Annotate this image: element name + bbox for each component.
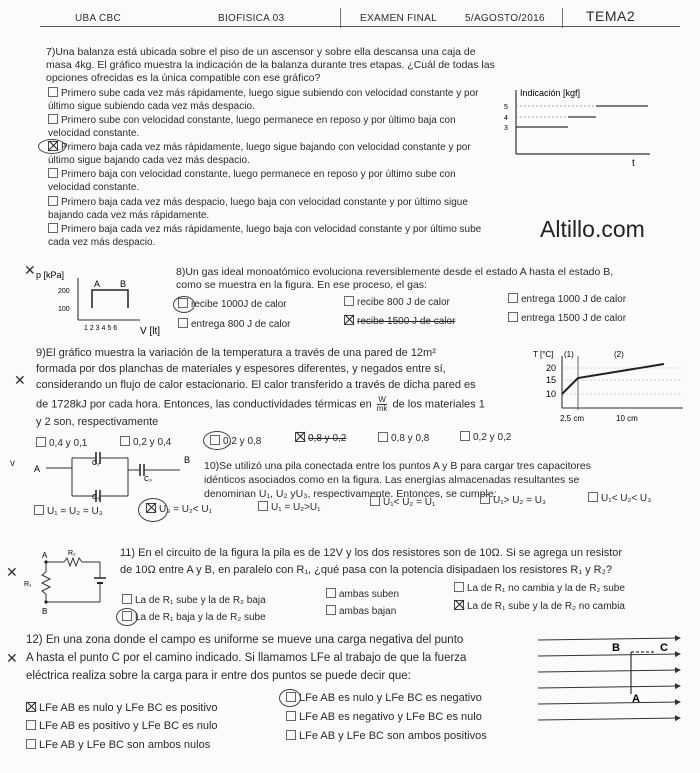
q10-option-6[interactable] [588,492,651,506]
checkbox[interactable] [378,432,388,442]
q9-option-2[interactable] [120,436,171,450]
q12-option-text: LFe AB es positivo y LFe BC es nulo [39,720,218,732]
q9-text: formada por dos planchas de materiales y espesores diferentes, y negados entre sí, [36,363,446,375]
q7-graph-tick: 5 [504,104,508,111]
q7-option-1[interactable] [48,87,496,113]
q11-option-text: La de R₁ baja y la de R₂ sube [135,612,266,623]
checkbox[interactable] [454,582,464,592]
q9-unit-num: W [378,395,386,404]
checkbox-checked[interactable] [26,702,36,712]
q7-graph-xlabel: t [632,158,635,169]
q8-option-text: recibe 1500 J de calor [357,316,456,327]
header-exam: EXAMEN FINAL [360,13,437,24]
checkbox[interactable] [26,739,36,749]
q10-option-4[interactable] [370,496,435,510]
tick-mark: ✕ [6,564,18,580]
checkbox[interactable] [120,436,130,446]
q8-option-6[interactable] [508,312,626,326]
q9-text-part: de los materiales 1 [392,398,485,411]
q12-option-5[interactable] [26,739,210,752]
q8-option-text: entrega 1500 J de calor [521,313,627,324]
q9-graph-y20: 20 [546,363,557,373]
q7-text: 7)Una balanza está ubicada sobre el piso de un ascensor y sobre ella descansa una caja de masa 4kg. El gráfico muestra la indicación de la balanza durante tres etapas. ¿Cuál de todas las opciones ofrecidas es la única compatible con ese gráfico? [46,46,495,84]
q9-graph [528,346,688,426]
header-tema: TEMA2 [586,8,636,24]
checkbox-checked[interactable] [344,315,354,325]
q9-option-text: 0,2 y 0,8 [223,436,262,447]
q9-text: y 2 son, respectivamente [36,416,159,428]
q9-graph-ylabel: T [°C] [533,350,554,359]
checkbox[interactable] [370,496,380,506]
q12-option-text: LFe AB es negativo y LFe BC es nulo [299,711,482,723]
q7-graph-ylabel: Indicación [kgf] [520,88,581,98]
q7-option-5[interactable] [48,196,496,222]
q9-graph-region1: (1) [564,350,574,359]
q9-text [36,396,536,413]
q11-option-1[interactable] [122,594,266,608]
q11-option-3[interactable] [454,582,625,596]
q12-option-3[interactable] [26,720,218,733]
q9-unit [377,396,388,413]
q9-unit-den: mk [376,404,388,413]
q10-text: idénticos asociados como en la figura. Las energías almacenadas resultantes se [204,474,580,486]
header-divider [340,8,341,28]
q12-field-diagram [530,632,690,724]
q11-point-b: B [42,607,48,616]
q10-option-text: U₁< U₂< U₃ [601,493,652,504]
q7-option-3[interactable] [48,141,496,167]
q12-option-6[interactable] [286,730,487,743]
q12-option-4[interactable] [286,711,482,724]
q8-option-text: entrega 800 J de calor [191,319,291,330]
q8-graph-y100: 100 [58,306,70,313]
q8-graph [36,268,176,338]
answer-circle [173,296,195,313]
q10-option-1[interactable] [34,505,103,519]
q12-text: eléctrica realiza sobre la carga para ir entre dos puntos se puede decir que: [26,670,411,682]
q11-option-2[interactable] [326,588,399,602]
checkbox[interactable] [178,318,188,328]
q9-graph-x2: 10 cm [616,414,638,423]
header-date: 5/AGOSTO/2016 [465,13,545,24]
q7-graph [500,80,660,170]
checkbox[interactable] [26,720,36,730]
q7-option-text: Primero baja cada vez más despacio, luego baja con velocidad constante y por último sigue bajando cada vez más rápidamente. [48,197,468,221]
q9-option-text: 0,8 y 0,8 [391,433,430,444]
tick-mark: ✕ [14,372,26,388]
q9-graph-y10: 10 [546,389,557,399]
q7-option-6[interactable] [48,223,496,249]
q7-option-text: Primero sube cada vez más rápidamente, luego sigue subiendo con velocidad constante y por último sigue subiendo cada vez más despacio. [48,88,479,112]
q8-option-text: recibe 1000J de calor [191,299,287,310]
header-divider [562,8,563,28]
q10-option-text: U₁> U₂ = U₃ [493,495,547,506]
q12-text: A hasta el punto C por el camino indicado. Si llamamos LFe al trabajo de que la fuerza [26,652,467,664]
q12-option-text: LFe AB y LFe BC son ambos nulos [39,739,211,751]
q10-c3: C₃ [144,476,152,483]
checkbox[interactable] [480,494,490,504]
checkbox[interactable] [34,505,44,515]
header-subject: BIOFISICA 03 [218,13,285,24]
checkbox[interactable] [508,293,518,303]
q7-graph-tick: 4 [504,115,508,122]
q9-option-5[interactable] [378,432,429,446]
answer-circle [116,608,138,626]
q12-point-b: B [612,642,620,654]
q8-text: 8)Un gas ideal monoatómico evoluciona reversiblemente desde el estado A hasta el estado B, [176,266,614,278]
answer-circle [138,498,168,522]
answer-circle [279,689,301,707]
q8-graph-y200: 200 [58,288,70,295]
q9-graph-x1: 2,5 cm [560,414,585,423]
checkbox[interactable] [286,711,296,721]
q8-point-b: B [120,279,127,289]
q7-option-text: Primero baja cada vez más rápidamente, luego sigue bajando con velocidad constante y por último sigue bajando cada vez más despacio. [48,142,471,166]
tick-mark: ✕ [24,262,36,278]
checkbox-checked[interactable] [454,600,464,610]
header-course: UBA CBC [75,13,122,24]
q10-point-b: B [184,455,191,465]
checkbox[interactable] [48,114,58,124]
q9-option-text: 0,4 y 0,1 [49,438,88,449]
q12-point-c: C [660,642,668,654]
q10-option-text: U₁ = U₂>U₁ [271,502,321,513]
q11-r1: R₁ [24,581,32,588]
q11-option-text: La de R₁ no cambia y la de R₂ sube [467,583,625,594]
q11-r2: R₂ [68,550,76,557]
q9-text: 9)El gráfico muestra la variación de la temperatura a través de una pared de 12m² [36,347,436,359]
q8-option-3[interactable] [508,293,626,307]
checkbox[interactable] [460,431,470,441]
q9-option-6[interactable] [460,431,511,445]
checkbox[interactable] [326,588,336,598]
q10-option-text: U₁< U₂ = U₁ [383,497,436,508]
q7-option-text: Primero baja con velocidad constante, luego permanece en reposo y por último sube con velocidad constante. [48,169,456,193]
q8-graph-ylabel: p [kPa] [36,270,65,280]
q7-option-2[interactable] [48,114,496,140]
q10-circuit [30,452,200,510]
q12-option-1[interactable] [26,702,218,715]
q12-point-a: A [632,693,640,705]
q8-graph-xticks: 1 2 3 4 5 6 [84,325,118,332]
checkbox-checked[interactable] [295,432,305,442]
q8-graph-xlabel: V [lt] [140,326,161,337]
q8-option-text: recibe 800 J de calor [357,297,450,308]
watermark: Altillo.com [540,216,645,242]
q11-option-4[interactable] [122,611,266,625]
checkbox[interactable] [122,594,132,604]
q11-point-a: A [42,551,48,560]
q9-option-4[interactable] [295,432,346,446]
q9-option-text: 0,2 y 0,2 [473,432,512,443]
tick-mark: ✕ [6,650,18,666]
q11-option-text: La de R₁ sube y la de R₂ no cambia [467,601,625,612]
q9-option-text: 0,8 y 0,2 [308,433,347,444]
q12-option-text: LFe AB es nulo y LFe BC es positivo [39,702,218,714]
q11-option-6[interactable] [454,600,625,614]
q10-option-text: U₁ = U₂ = U₃ [47,506,103,517]
checkbox[interactable] [258,501,268,511]
answer-circle [203,431,231,450]
q8-point-a: A [94,279,101,289]
q11-option-5[interactable] [326,605,396,619]
q7-graph-tick: 3 [504,125,508,132]
q12-option-2[interactable] [286,692,482,705]
q10-option-5[interactable] [480,494,546,508]
checkbox[interactable] [48,87,58,97]
q9-text: considerando un flujo de calor estacionario. El calor transferido a través de dicha pared es [36,379,476,391]
header-underline [40,26,680,27]
q10-option-3[interactable] [258,501,321,515]
q11-option-text: ambas bajan [339,606,397,617]
q11-text: de 10Ω entre A y B, en paralelo con R₁, ¿qué pasa con la potencia disipadaen los resistores R₁ y R₂? [120,564,612,576]
q11-option-text: La de R₁ sube y la de R₂ baja [135,595,266,606]
q9-graph-region2: (2) [614,350,624,359]
q9-option-1[interactable] [36,437,87,451]
q10-text: 10)Se utilizó una pila conectada entre los puntos A y B para cargar tres capacitores [204,460,591,472]
q7-option-4[interactable] [48,168,496,194]
checkbox[interactable] [588,492,598,502]
q9-text-part: de 1728kJ por cada hora. Entonces, las conductividades térmicas en [36,398,372,411]
q11-option-text: ambas suben [339,589,400,600]
q12-option-text: LFe AB es nulo y LFe BC es negativo [299,692,482,704]
checkbox[interactable] [286,730,296,740]
q11-text: 11) En el circuito de la figura la pila es de 12V y los dos resistores son de 10Ω. Si se agrega un resistor [120,547,623,559]
q10-point-a: A [34,464,41,474]
q10-c1: C₁ [92,460,100,467]
checkbox[interactable] [48,196,58,206]
q8-option-5[interactable] [344,315,455,329]
q11-circuit [18,548,118,618]
q10-text: denominan U₁, U₂ yU₃, respectivamente. Entonces, se cumple: [204,488,497,500]
tick-mark: v [10,458,15,469]
checkbox[interactable] [48,223,58,233]
q8-option-2[interactable] [344,296,450,310]
q9-graph-y15: 15 [546,375,557,385]
checkbox[interactable] [508,312,518,322]
answer-circle [38,139,66,154]
checkbox[interactable] [326,605,336,615]
checkbox[interactable] [344,296,354,306]
q8-text: como se muestra en la figura. En ese proceso, el gas: [176,279,427,291]
q12-text: 12) En una zona donde el campo es uniforme se mueve una carga negativa del punto [26,634,464,646]
q10-option-text: U₃ = U₂< U₁ [159,504,213,515]
q7-option-text: Primero sube con velocidad constante, luego permanece en reposo y por último baja con velocidad constante. [48,115,456,139]
q9-option-text: 0,2 y 0,4 [133,437,172,448]
q7-option-text: Primero baja cada vez más rápidamente, luego baja con velocidad constante y por último sube cada vez más despacio. [48,224,482,248]
q10-c2: C₂ [92,494,100,501]
q12-option-text: LFe AB y LFe BC son ambos positivos [299,730,487,742]
q8-option-4[interactable] [178,318,291,332]
q8-option-text: entrega 1000 J de calor [521,294,627,305]
checkbox[interactable] [36,437,46,447]
checkbox[interactable] [48,168,58,178]
